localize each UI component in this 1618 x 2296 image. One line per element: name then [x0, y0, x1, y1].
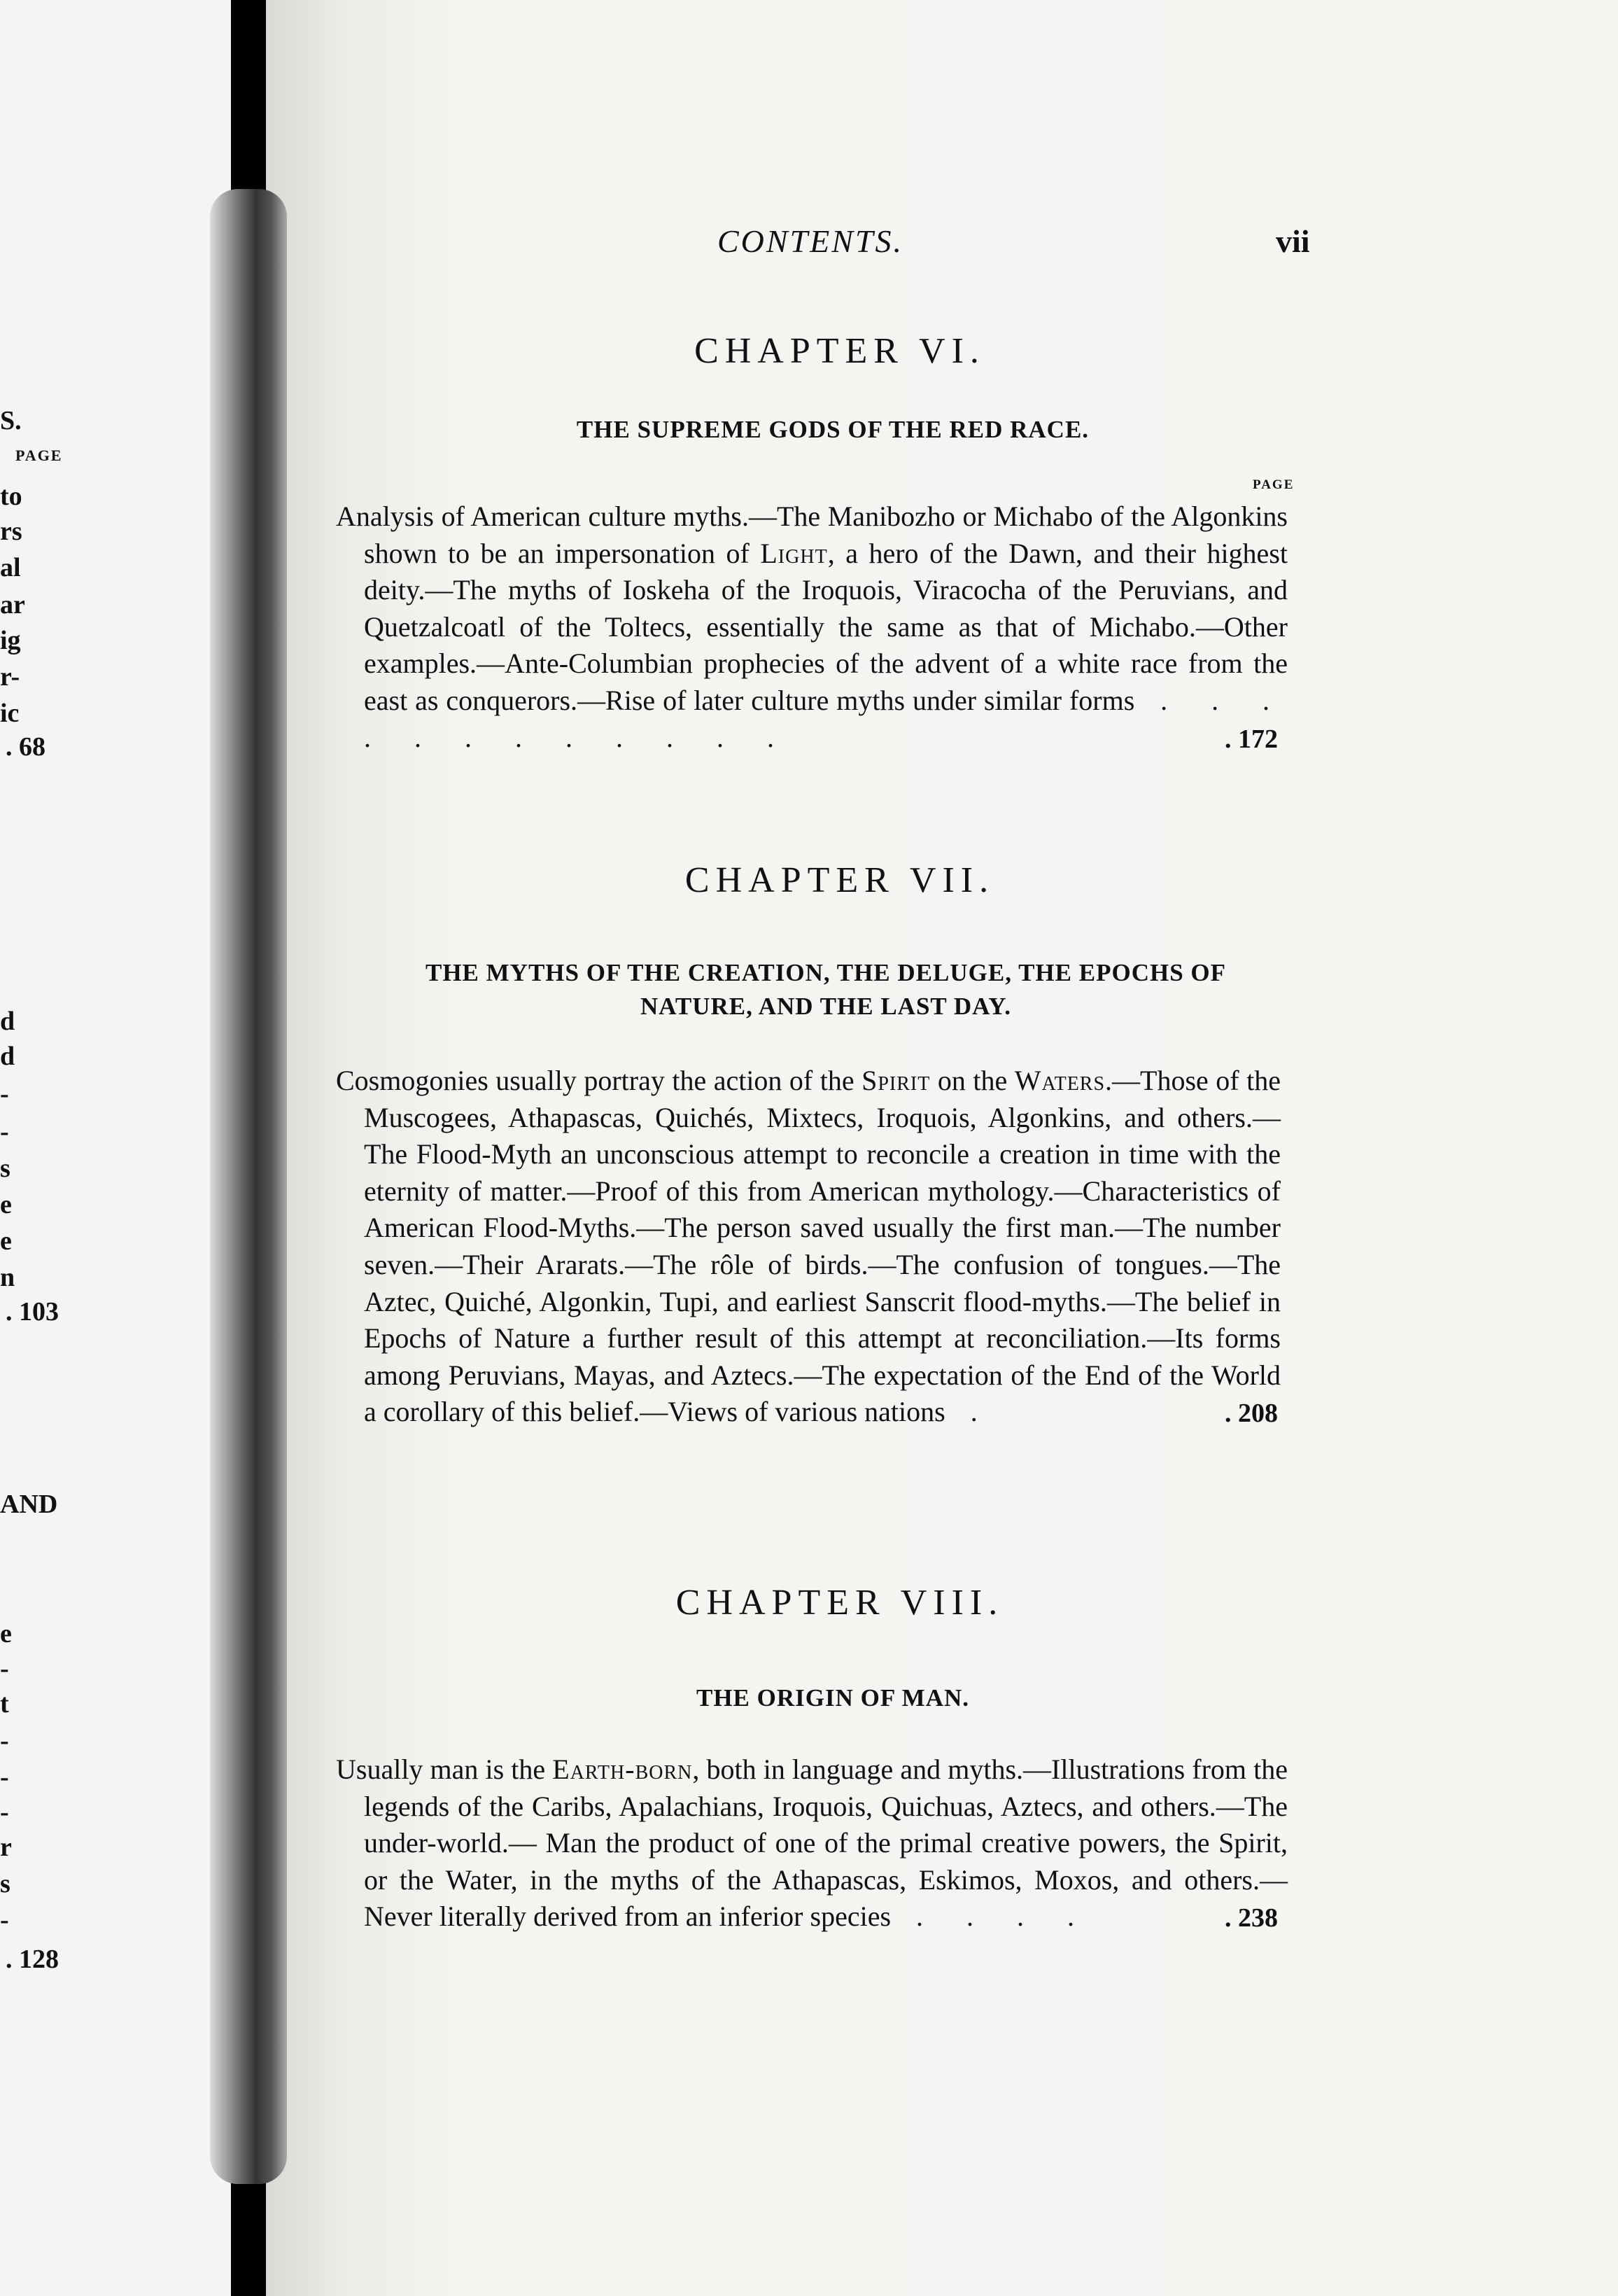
facing-page-fragment-text: e — [0, 1226, 12, 1256]
small-caps-term: Waters — [1014, 1065, 1106, 1096]
facing-page-fragment-text: PAGE — [15, 447, 63, 464]
facing-page-fragment-text: rs — [0, 517, 22, 546]
facing-page-fragment-text: - — [0, 1117, 9, 1147]
facing-page-fragment-text: d — [0, 1007, 15, 1036]
chapter-title — [448, 1681, 1218, 1715]
dot-leader: . — [945, 1396, 996, 1428]
facing-page-fragment-text: S. — [0, 406, 22, 435]
chapter-summary — [336, 1063, 1281, 1431]
chapter-title-line: THE MYTHS OF THE CREATION, THE DELUGE, THE EPOCHS OF — [425, 959, 1227, 986]
summary-text: Analysis of American culture myths.—The Manibozho or Michabo of the Algonkins shown to be an impersonation of — [336, 500, 1288, 569]
summary-text: .—Those of the Muscogees, Athapascas, Quichés, Mixtecs, Iroquois, Algonkins, and others.—The Flood-Myth an unconscious attempt to reconcile a creation in time with the eternity of matter.—Proof of this from American mythology.—Characteristics of American Flood-Myths.—The person saved usually the first man.—The number seven.—Their Ararats.—The rôle of birds.—The confusion of tongues.—The Aztec, Quiché, Algonkin, Tupi, and earliest Sanscrit flood-myths.—The belief in Epochs of Nature a further result of this attempt at reconciliation.—Its forms among Peruvians, Mayas, and Aztecs.—The expectation of the End of the World a corollary of this belief.—Views of various nations — [364, 1065, 1281, 1428]
facing-page-fragment-text: - — [0, 1763, 9, 1792]
dot-leader: . . . . — [891, 1900, 1093, 1933]
chapter-heading: CHAPTER VIII. — [675, 1583, 1004, 1623]
summary-text: Usually man is the — [336, 1754, 553, 1785]
facing-page-fragment-text: ig — [0, 626, 21, 655]
dot-leader: . . . . . . . . . . . . — [364, 684, 1288, 753]
facing-page-fragment-text: s — [0, 1154, 10, 1183]
chapter-title — [329, 956, 1323, 1023]
facing-page-fragment-text: . 103 — [6, 1297, 59, 1326]
facing-page-fragment-text: - — [0, 1654, 9, 1684]
facing-page-fragment-text: r- — [0, 662, 20, 692]
chapter-heading: CHAPTER VI. — [694, 331, 985, 371]
chapter-title-line: THE ORIGIN OF MAN. — [696, 1684, 970, 1712]
book-gutter — [210, 189, 287, 2184]
facing-page-fragment-text: - — [0, 1798, 9, 1827]
facing-page-fragment-text: r — [0, 1833, 12, 1862]
page-number: vii — [1276, 223, 1310, 259]
facing-page-fragment-text: e — [0, 1619, 12, 1648]
facing-page-fragment-text: al — [0, 553, 21, 582]
chapter-title-line: THE SUPREME GODS OF THE RED RACE. — [576, 416, 1090, 443]
facing-page-fragment-text: e — [0, 1190, 12, 1219]
chapter-page-number: . 208 — [1225, 1399, 1278, 1429]
facing-page-fragment-text: t — [0, 1689, 9, 1718]
chapter-page-number: . 172 — [1225, 724, 1278, 754]
summary-text: Cosmogonies usually portray the action of the — [336, 1065, 862, 1096]
facing-page-fragment-text: to — [0, 482, 22, 511]
page-column-label: PAGE — [1253, 477, 1295, 492]
facing-page-fragment-text: - — [0, 1905, 9, 1935]
facing-page-fragment-text: - — [0, 1079, 9, 1109]
facing-page-fragment-text: . 128 — [6, 1945, 59, 1974]
summary-text: , a hero of the Dawn, and their highest deity.—The myths of Ioskeha of the Iroquois, Viracocha of the Peruvians, and Quetzalcoatl of the Toltecs, essentially the same as that of Michabo.—Other examples.—Ante-Columbian prophecies of the advent of a white race from the east as conquerors.—Rise of later culture myths under similar forms — [364, 537, 1288, 716]
facing-page-fragment-text: ar — [0, 590, 25, 620]
summary-text: on the — [930, 1065, 1015, 1096]
chapter-summary — [336, 498, 1288, 756]
small-caps-term: Earth-born — [552, 1754, 693, 1785]
facing-page-fragment-text: - — [0, 1726, 9, 1756]
facing-page-fragment-text: n — [0, 1263, 15, 1292]
facing-page-fragment-text: s — [0, 1869, 10, 1898]
chapter-summary — [336, 1751, 1288, 1935]
running-head: CONTENTS. — [717, 223, 904, 259]
chapter-page-number: . 238 — [1225, 1903, 1278, 1933]
chapter-title — [448, 413, 1218, 447]
facing-page-fragment-text: AND — [0, 1490, 58, 1519]
facing-page-fragment-text: ic — [0, 699, 20, 728]
small-caps-term: Light — [760, 537, 828, 569]
summary-text: , both in language and myths.—Illustrations from the legends of the Caribs, Apalachians, Iroquois, Quichuas, Aztecs, and others.—The under-world.— Man the product of one of the primal creative powers, the Spirit, or the Water, in the myths of the Athapascas, Eskimos, Moxos, and others.—Never literally derived from an inferior species — [364, 1754, 1288, 1933]
facing-page-fragment-text: d — [0, 1042, 15, 1071]
small-caps-term: Spirit — [861, 1065, 931, 1096]
chapter-heading: CHAPTER VII. — [684, 860, 995, 900]
chapter-title-line: NATURE, AND THE LAST DAY. — [640, 993, 1012, 1020]
facing-page-fragment-text: . 68 — [6, 732, 45, 762]
